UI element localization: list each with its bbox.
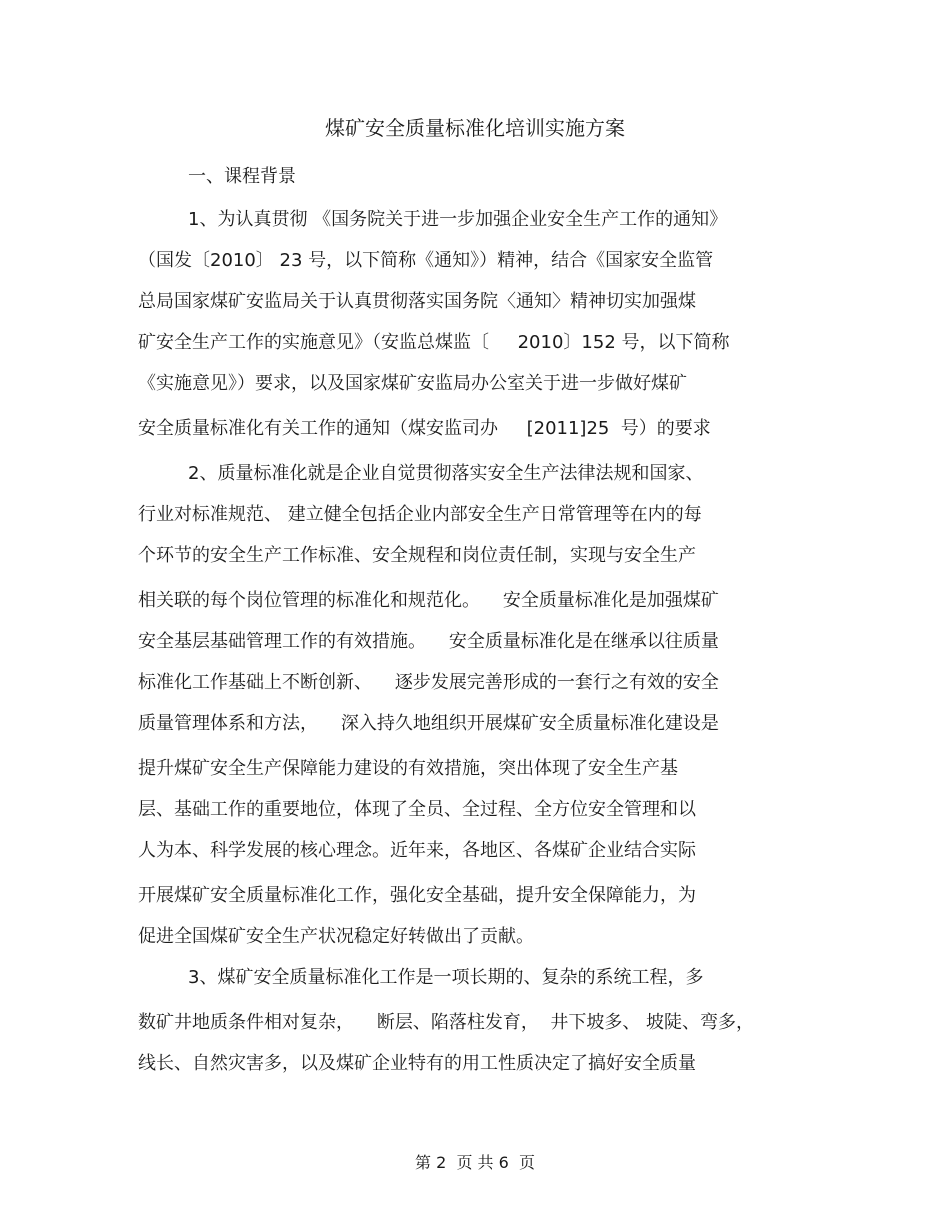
paragraph-1-line: 矿安全生产工作的实施意见》（安监总煤监〔 2010〕152 号，以下简称 [138,332,730,353]
paragraph-2-line: 安全基层基础管理工作的有效措施。 安全质量标准化是在继承以往质量 [138,631,719,652]
paragraph-1-line: 安全质量标准化有关工作的通知（煤安监司办 [2011]25 号）的要求 [138,418,711,439]
paragraph-2-line: 行业对标准规范、 建立健全包括企业内部安全生产日常管理等在内的每 [138,504,702,525]
paragraph-3-line: 线长、自然灾害多，以及煤矿企业特有的用工性质决定了搞好安全质量 [138,1053,696,1074]
paragraph-2-line: 开展煤矿安全质量标准化工作，强化安全基础，提升安全保障能力，为 [138,885,696,906]
paragraph-2-line: 层、基础工作的重要地位，体现了全员、全过程、全方位安全管理和以 [138,799,696,820]
paragraph-1-line: （国发〔2010〕 23 号，以下简称《通知》）精神，结合《国家安全监管 [138,250,714,271]
paragraph-1-line: 《实施意见》）要求，以及国家煤矿安监局办公室关于进一步做好煤矿 [138,373,687,394]
paragraph-2-line: 促进全国煤矿安全生产状况稳定好转做出了贡献。 [138,926,534,947]
paragraph-1-line: 总局国家煤矿安监局关于认真贯彻落实国务院〈通知〉精神切实加强煤 [138,291,696,312]
paragraph-2-line: 相关联的每个岗位管理的标准化和规范化。 安全质量标准化是加强煤矿 [138,590,719,611]
paragraph-2-line: 2、质量标准化就是企业自觉贯彻落实安全生产法律法规和国家、 [188,463,704,484]
document-title: 煤矿安全质量标准化培训实施方案 [325,116,625,140]
page-number-footer: 第 2 页 共 6 页 [415,1153,535,1172]
paragraph-1-line: 1、为认真贯彻 《国务院关于进一步加强企业安全生产工作的通知》 [188,209,728,230]
section-heading: 一、课程背景 [188,166,296,187]
paragraph-2-line: 质量管理体系和方法， 深入持久地组织开展煤矿安全质量标准化建设是 [138,713,719,734]
paragraph-2-line: 个环节的安全生产工作标准、安全规程和岗位责任制，实现与安全生产 [138,545,696,566]
paragraph-3-line: 3、煤矿安全质量标准化工作是一项长期的、复杂的系统工程，多 [188,967,704,988]
paragraph-3-line: 数矿井地质条件相对复杂， 断层、陷落柱发育， 井下坡多、 坡陡、弯多， [138,1012,755,1033]
paragraph-2-line: 提升煤矿安全生产保障能力建设的有效措施，突出体现了安全生产基 [138,758,678,779]
paragraph-2-line: 标准化工作基础上不断创新、 逐步发展完善形成的一套行之有效的安全 [138,672,719,693]
paragraph-2-line: 人为本、科学发展的核心理念。近年来，各地区、各煤矿企业结合实际 [138,840,696,861]
